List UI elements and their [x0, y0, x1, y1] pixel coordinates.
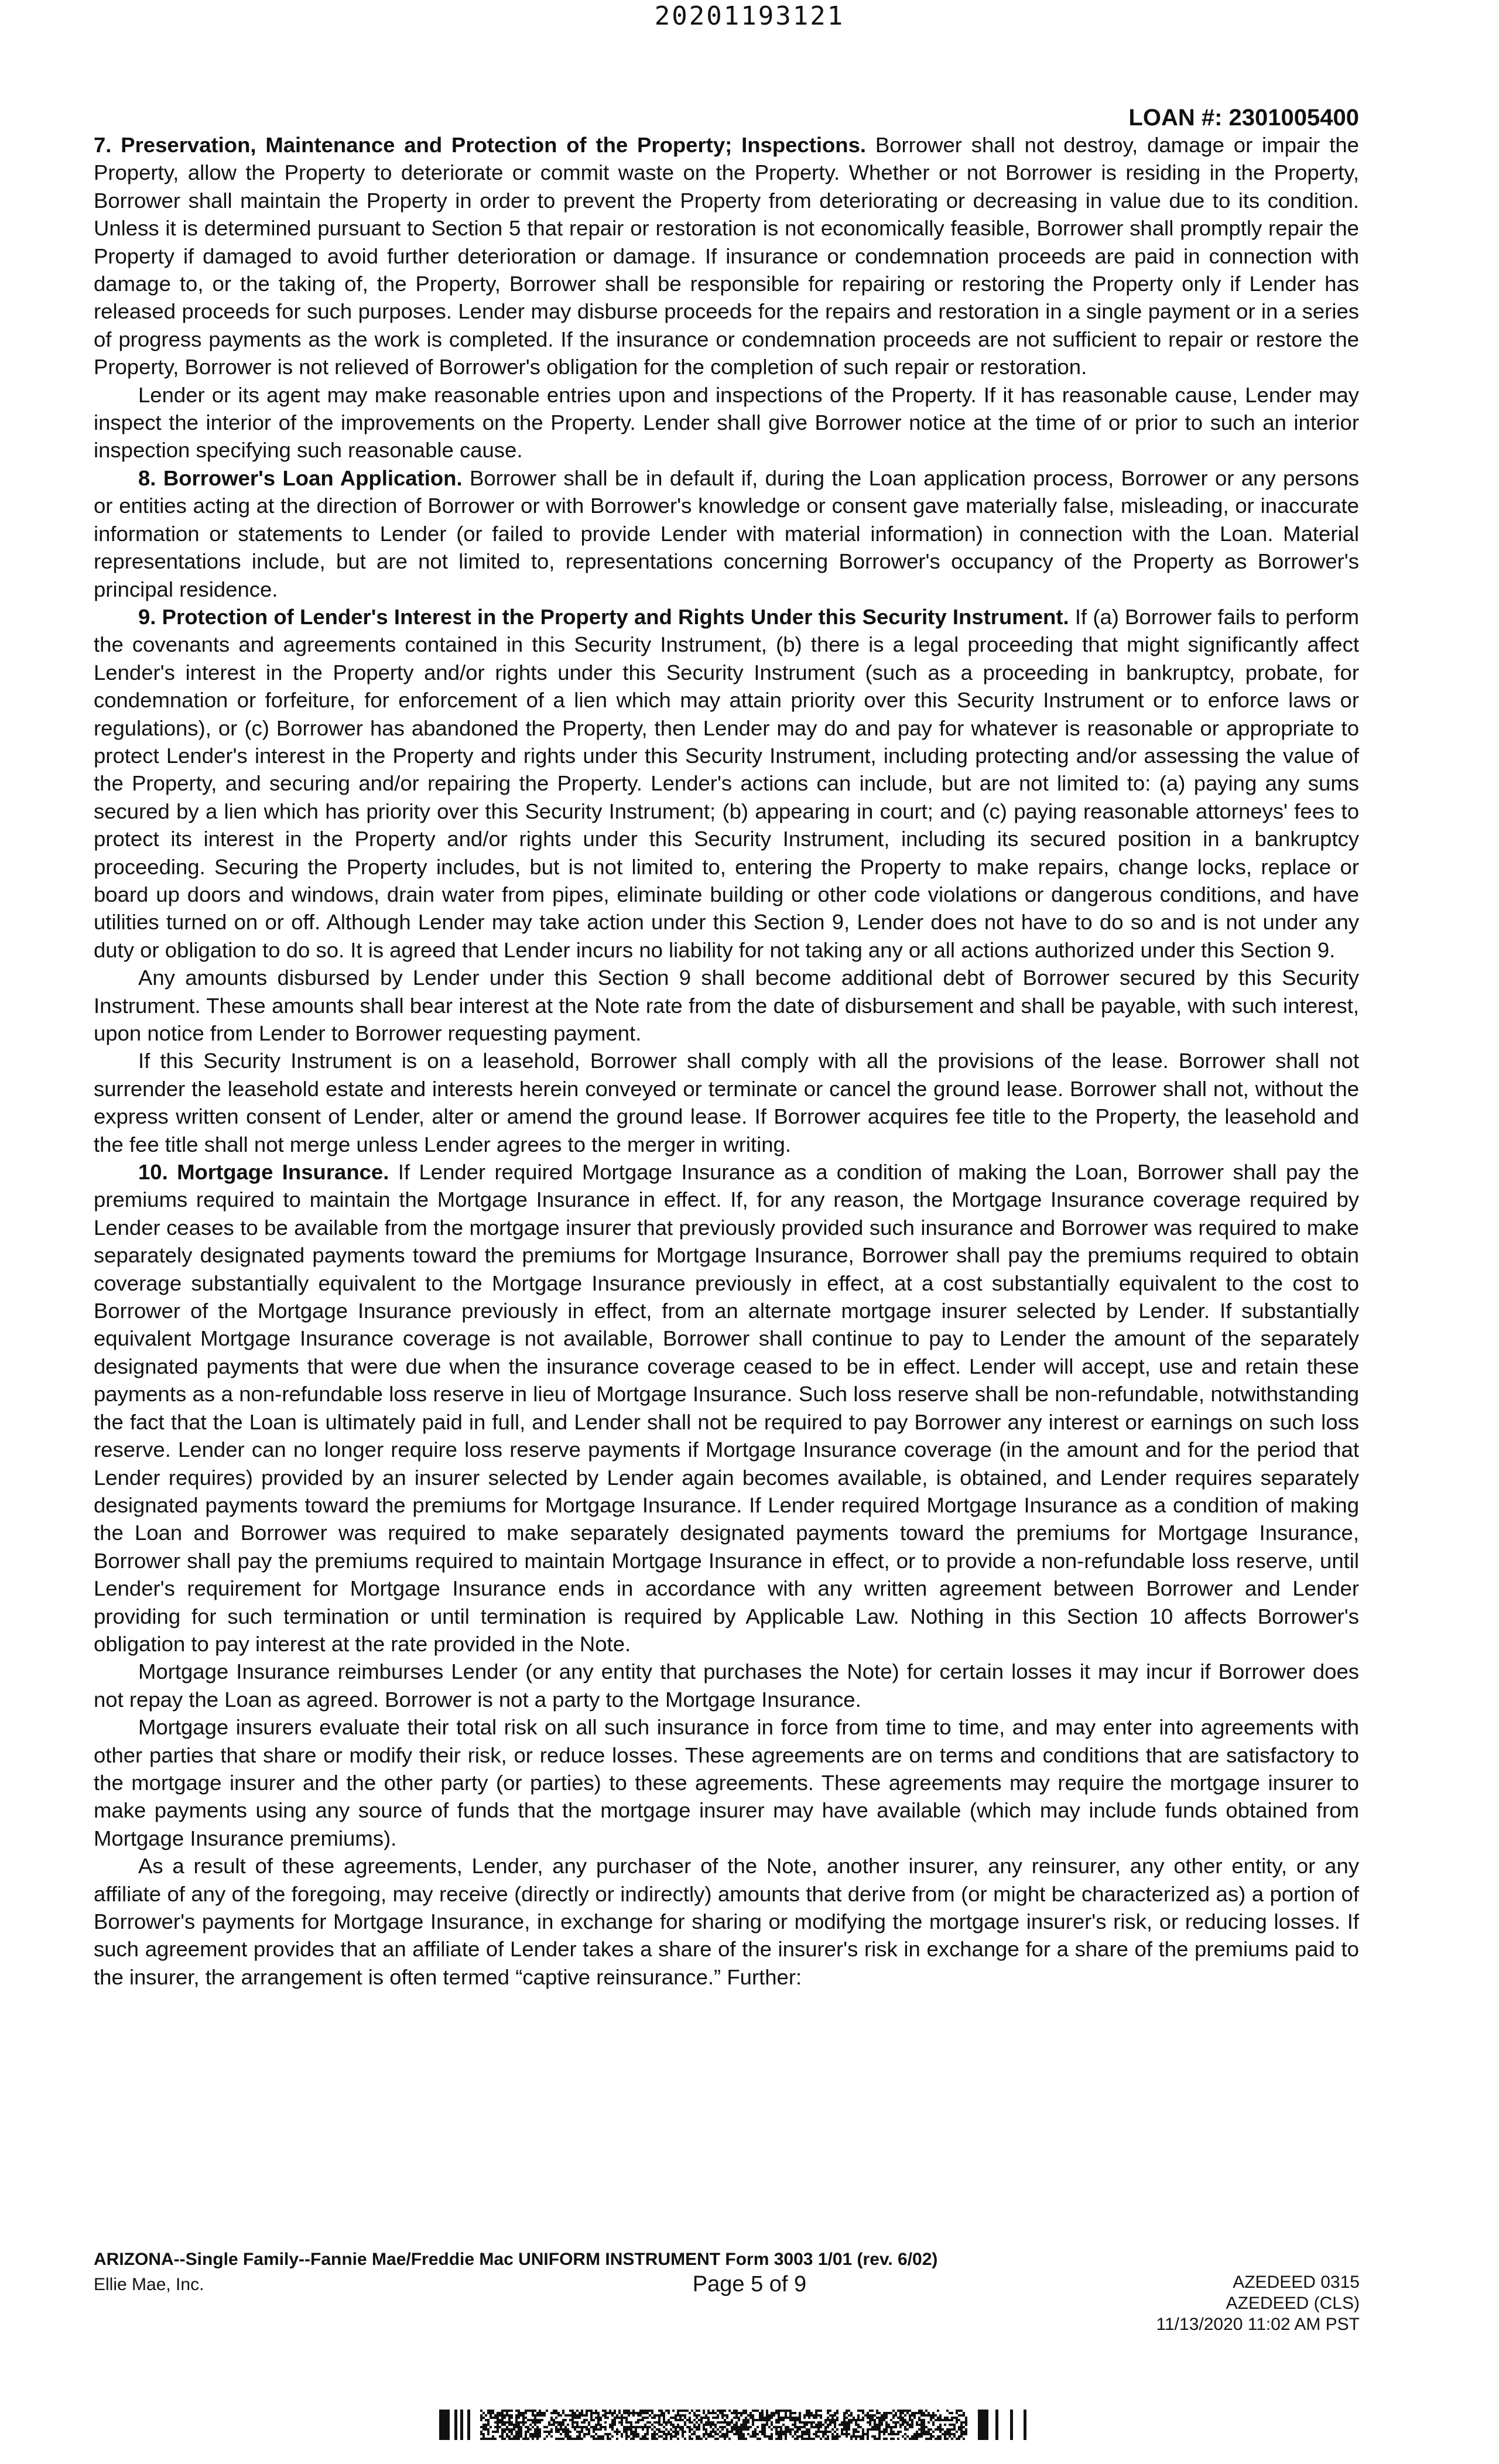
paragraph-inspections — [94, 381, 1359, 464]
paragraph-text: Mortgage insurers evaluate their total risk on all such insurance in force from time to time, and may enter into agreements with other parties that share or modify their risk, or reduce losses. These agreements are on terms and conditions that are satisfactory to the mortgage insurer and the other party (or parties) to these agreements. These agreements may require the mortgage insurer to make payments using any source of funds that the mortgage insurer may have available (which may include funds obtained from Mortgage Insurance premiums). — [94, 1715, 1359, 1850]
page-number: Page 5 of 9 — [692, 2272, 807, 2297]
paragraph-section-10 — [94, 1158, 1359, 1658]
recording-number: 20201193121 — [654, 1, 845, 31]
section-heading: 10. Mortgage Insurance. — [138, 1160, 389, 1185]
loan-number: LOAN #: 2301005400 — [1128, 105, 1359, 131]
paragraph-text: Borrower shall be in default if, during the Loan application process, Borrower or any persons or entities acting at the direction of Borrower or with Borrower's knowledge or consent gave materially false, misleading, or inaccurate information or statements to Lender (or failed to provide Lender with material information) in connection with the Loan. Material representations include, but are not limited to, representations concerning Borrower's occupancy of the Property as Borrower's principal residence. — [94, 466, 1359, 601]
barcode-image — [439, 2410, 1031, 2440]
paragraph-section-9 — [94, 603, 1359, 964]
paragraph-mi-agreements — [94, 1852, 1359, 1991]
section-heading: 8. Borrower's Loan Application. — [138, 466, 463, 490]
paragraph-text: Lender or its agent may make reasonable entries upon and inspections of the Property. If it has reasonable cause, Lender may inspect the interior of the improvements on the Property. Lender shall give Borrower notice at the time of or prior to such an interior inspection specifying such reasonable cause. — [94, 382, 1359, 463]
paragraph-text: Any amounts disbursed by Lender under this Section 9 shall become additional debt of Borrower secured by this Security Instrument. These amounts shall bear interest at the Note rate from the date of disbursement and shall be payable, with such interest, upon notice from Lender to Borrower requesting payment. — [94, 966, 1359, 1045]
document-body — [94, 131, 1359, 1991]
form-code-2: AZEDEED (CLS) — [1226, 2294, 1360, 2313]
paragraph-leasehold — [94, 1047, 1359, 1158]
paragraph-amounts-disbursed — [94, 964, 1359, 1047]
paragraph-section-7 — [94, 131, 1359, 381]
paragraph-text: If (a) Borrower fails to perform the covenants and agreements contained in this Security Instrument, (b) there is a legal proceeding that might significantly affect Lender's interest in the Property and/or rights under this Security Instrument (such as a proceeding in bankruptcy, probate, for condemnation or forfeiture, for enforcement of a lien which may attain priority over this Security Instrument or to enforce laws or regulations), or (c) Borrower has abandoned the Property, then Lender may do and pay for whatever is reasonable or appropriate to protect Lender's interest in the Property and rights under this Security Instrument, including protecting and/or assessing the value of the Property, and securing and/or repairing the Property. Lender's actions can include, but are not limited to: (a) paying any sums secured by a lien which has priority over this Security Instrument; (b) appearing in court; and (c) paying reasonable attorneys' fees to protect its interest in the Property and/or rights under this Security Instrument, including its secured position in a bankruptcy proceeding. Securing the Property includes, but is not limited to, entering the Property to make repairs, change locks, replace or board up doors and windows, drain water from pipes, eliminate building or other code violations or dangerous conditions, and have utilities turned on or off. Although Lender may take action under this Section 9, Lender does not have to do so and is not under any duty or obligation to do so. It is agreed that Lender incurs no liability for not taking any or all actions authorized under this Section 9. — [94, 604, 1360, 962]
vendor-name: Ellie Mae, Inc. — [94, 2275, 204, 2294]
form-title: ARIZONA--Single Family--Fannie Mae/Freddie Mac UNIFORM INSTRUMENT Form 3003 1/01 (rev. 6/02) — [94, 2250, 938, 2269]
form-codes — [1156, 2272, 1360, 2335]
paragraph-text: As a result of these agreements, Lender, any purchaser of the Note, another insurer, any reinsurer, any other entity, or any affiliate of any of the foregoing, may receive (directly or indirectly) amounts that derive from (or might be characterized as) a portion of Borrower's payments for Mortgage Insurance, in exchange for sharing or modifying the mortgage insurer's risk, or reducing losses. If such agreement provides that an affiliate of Lender takes a share of the insurer's risk in exchange for a share of the premiums paid to the insurer, the arrangement is often termed “captive reinsurance.” Further: — [94, 1854, 1359, 1989]
paragraph-text: Mortgage Insurance reimburses Lender (or any entity that purchases the Note) for certain losses it may incur if Borrower does not repay the Loan as agreed. Borrower is not a party to the Mortgage Insurance. — [94, 1659, 1359, 1712]
print-timestamp: 11/13/2020 11:02 AM PST — [1156, 2315, 1360, 2334]
paragraph-mi-reimburses — [94, 1658, 1359, 1713]
paragraph-section-8 — [94, 464, 1359, 603]
section-heading: 7. Preservation, Maintenance and Protection of the Property; Inspections. — [94, 133, 867, 157]
paragraph-text: If this Security Instrument is on a leasehold, Borrower shall comply with all the provisions of the lease. Borrower shall not surrender the leasehold estate and interests herein conveyed or terminate or cancel the ground lease. Borrower shall not, without the express written consent of Lender, alter or amend the ground lease. If Borrower acquires fee title to the Property, the leasehold and the fee title shall not merge unless Lender agrees to the merger in writing. — [94, 1049, 1359, 1156]
paragraph-mi-insurers — [94, 1713, 1359, 1852]
paragraph-text: Borrower shall not destroy, damage or impair the Property, allow the Property to deteriorate or commit waste on the Property. Whether or not Borrower is residing in the Property, Borrower shall maintain the Property in order to prevent the Property from deteriorating or decreasing in value due to its condition. Unless it is determined pursuant to Section 5 that repair or restoration is not economically feasible, Borrower shall promptly repair the Property if damaged to avoid further deterioration or damage. If insurance or condemnation proceeds are paid in connection with damage to, or the taking of, the Property, Borrower shall be responsible for repairing or restoring the Property only if Lender has released proceeds for such purposes. Lender may disburse proceeds for the repairs and restoration in a single payment or in a series of progress payments as the work is completed. If the insurance or condemnation proceeds are not sufficient to repair or restore the Property, Borrower is not relieved of Borrower's obligation for the completion of such repair or restoration. — [94, 133, 1359, 379]
section-heading: 9. Protection of Lender's Interest in the Property and Rights Under this Security Instrument. — [138, 604, 1069, 629]
form-code-1: AZEDEED 0315 — [1233, 2273, 1360, 2292]
paragraph-text: If Lender required Mortgage Insurance as a condition of making the Loan, Borrower shall pay the premiums required to maintain the Mortgage Insurance in effect. If, for any reason, the Mortgage Insurance coverage required by Lender ceases to be available from the mortgage insurer that previously provided such insurance and Borrower was required to make separately designated payments toward the premiums for Mortgage Insurance, Borrower shall pay the premiums required to obtain coverage substantially equivalent to the Mortgage Insurance previously in effect, at a cost substantially equivalent to the cost to Borrower of the Mortgage Insurance previously in effect, from an alternate mortgage insurer selected by Lender. If substantially equivalent Mortgage Insurance coverage is not available, Borrower shall continue to pay to Lender the amount of the separately designated payments that were due when the insurance coverage ceased to be in effect. Lender will accept, use and retain these payments as a non-refundable loss reserve in lieu of Mortgage Insurance. Such loss reserve shall be non-refundable, notwithstanding the fact that the Loan is ultimately paid in full, and Lender shall not be required to pay Borrower any interest or earnings on such loss reserve. Lender can no longer require loss reserve payments if Mortgage Insurance coverage (in the amount and for the period that Lender requires) provided by an insurer selected by Lender again becomes available, is obtained, and Lender requires separately designated payments toward the premiums for Mortgage Insurance. If Lender required Mortgage Insurance as a condition of making the Loan and Borrower was required to make separately designated payments toward the premiums for Mortgage Insurance, Borrower shall pay the premiums required to maintain Mortgage Insurance in effect, or to provide a non-refundable loss reserve, until Lender's requirement for Mortgage Insurance ends in accordance with any written agreement between Borrower and Lender providing for such termination or until termination is required by Applicable Law. Nothing in this Section 10 affects Borrower's obligation to pay interest at the rate provided in the Note. — [94, 1160, 1359, 1656]
